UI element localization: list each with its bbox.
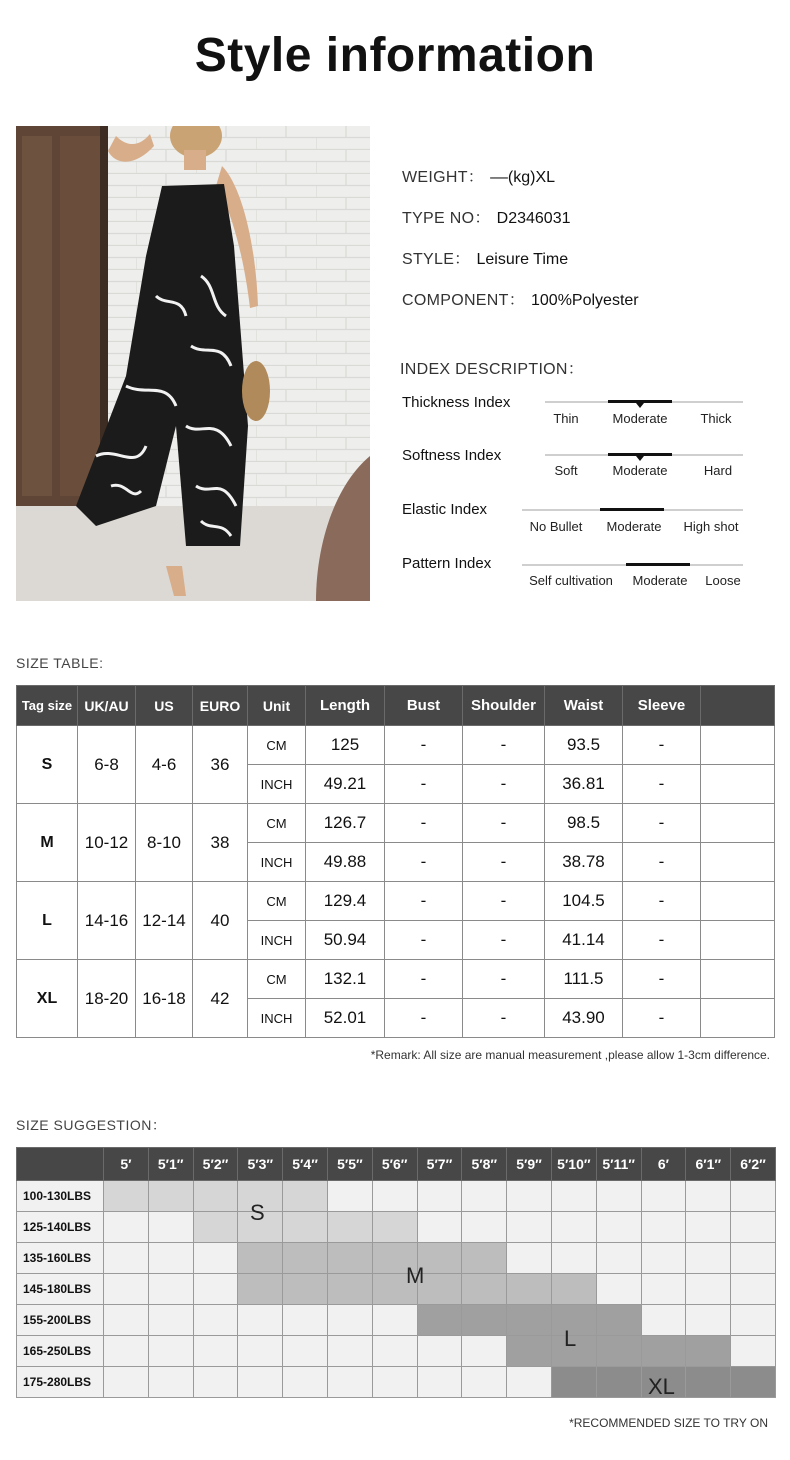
empty-cell	[417, 1212, 462, 1243]
empty-cell	[417, 1336, 462, 1367]
size-zone-cell-s	[193, 1212, 238, 1243]
zone-label-s: S	[250, 1200, 265, 1225]
size-zone-cell-s	[104, 1181, 149, 1212]
weight-value: ––(kg)XL	[490, 169, 556, 186]
bust-cell: -	[385, 843, 463, 882]
unit-cell: INCH	[248, 999, 306, 1038]
waist-cell: 38.78	[545, 843, 623, 882]
empty-cell	[462, 1367, 507, 1398]
header-shoulder: Shoulder	[463, 686, 545, 726]
empty-cell	[686, 1243, 731, 1274]
empty-cell	[372, 1336, 417, 1367]
size-zone-cell-m	[283, 1243, 328, 1274]
height-header: 5′11″	[596, 1148, 641, 1181]
size-zone-cell-l	[417, 1305, 462, 1336]
empty-cell	[731, 1181, 776, 1212]
empty-cell	[372, 1181, 417, 1212]
bust-cell: -	[385, 804, 463, 843]
elastic-option-high: High shot	[683, 519, 739, 534]
length-cell: 50.94	[306, 921, 385, 960]
page-title: Style information	[194, 29, 596, 82]
size-table	[16, 685, 775, 1038]
shoulder-cell: -	[463, 960, 545, 999]
empty-cell	[462, 1212, 507, 1243]
header-length: Length	[306, 686, 385, 726]
elastic-index-label: Elastic Index	[402, 501, 488, 518]
style-spec	[402, 246, 568, 269]
weight-row	[17, 1274, 776, 1305]
elastic-option-low: No Bullet	[529, 519, 583, 534]
style-label: STYLE：	[402, 251, 471, 268]
empty-cell	[551, 1212, 596, 1243]
height-header: 5′3″	[238, 1148, 283, 1181]
empty-cell	[238, 1305, 283, 1336]
height-header: 5′6″	[372, 1148, 417, 1181]
thickness-option-high: Thick	[700, 411, 732, 426]
zone-label-m: M	[406, 1263, 425, 1288]
us-cell: 4-6	[136, 726, 193, 804]
empty-cell	[641, 1274, 686, 1305]
empty-cell	[283, 1305, 328, 1336]
thickness-index-label: Thickness Index	[402, 394, 511, 411]
empty-cell	[596, 1181, 641, 1212]
unit-cell: CM	[248, 960, 306, 999]
empty-cell	[148, 1305, 193, 1336]
empty-cell	[686, 1305, 731, 1336]
empty-cell	[104, 1212, 149, 1243]
empty-cell	[507, 1367, 552, 1398]
empty-cell	[417, 1181, 462, 1212]
index-description-heading: INDEX DESCRIPTION：	[400, 361, 585, 378]
size-zone-cell-s	[193, 1181, 238, 1212]
bust-cell: -	[385, 999, 463, 1038]
sleeve-cell: -	[623, 726, 701, 765]
euro-cell: 42	[193, 960, 248, 1038]
header-tag-size: Tag size	[17, 686, 78, 726]
height-header: 5′1″	[148, 1148, 193, 1181]
empty-cell	[731, 1243, 776, 1274]
height-header: 5′2″	[193, 1148, 238, 1181]
header-waist: Waist	[545, 686, 623, 726]
blank-cell	[701, 726, 775, 765]
empty-cell	[148, 1212, 193, 1243]
empty-cell	[462, 1336, 507, 1367]
empty-cell	[148, 1274, 193, 1305]
weight-label: 145-180LBS	[17, 1274, 104, 1305]
empty-cell	[686, 1212, 731, 1243]
length-cell: 132.1	[306, 960, 385, 999]
blank-cell	[701, 921, 775, 960]
weight-label: 165-250LBS	[17, 1336, 104, 1367]
size-zone-cell-xl	[686, 1367, 731, 1398]
uk-au-cell: 14-16	[78, 882, 136, 960]
header-euro: EURO	[193, 686, 248, 726]
height-header: 5′8″	[462, 1148, 507, 1181]
size-zone-cell-xl	[731, 1367, 776, 1398]
height-header: 5′	[104, 1148, 149, 1181]
table-row	[17, 960, 775, 999]
sleeve-cell: -	[623, 882, 701, 921]
table-row	[17, 726, 775, 765]
recommend-note: *RECOMMENDED SIZE TO TRY ON	[569, 1416, 768, 1430]
height-header: 5′5″	[327, 1148, 372, 1181]
unit-cell: CM	[248, 882, 306, 921]
waist-cell: 93.5	[545, 726, 623, 765]
empty-cell	[193, 1367, 238, 1398]
bust-cell: -	[385, 726, 463, 765]
waist-cell: 98.5	[545, 804, 623, 843]
bust-cell: -	[385, 921, 463, 960]
type-no-label: TYPE NO：	[402, 210, 491, 227]
uk-au-cell: 10-12	[78, 804, 136, 882]
height-header: 5′4″	[283, 1148, 328, 1181]
sleeve-cell: -	[623, 999, 701, 1038]
empty-cell	[507, 1212, 552, 1243]
empty-cell	[104, 1367, 149, 1398]
empty-cell	[641, 1212, 686, 1243]
pattern-option-low: Self cultivation	[529, 573, 613, 588]
empty-cell	[686, 1181, 731, 1212]
bust-cell: -	[385, 765, 463, 804]
unit-cell: INCH	[248, 843, 306, 882]
empty-cell	[507, 1181, 552, 1212]
header-sleeve: Sleeve	[623, 686, 701, 726]
blank-cell	[701, 765, 775, 804]
weight-row	[17, 1336, 776, 1367]
elastic-option-mid: Moderate	[606, 519, 662, 534]
weight-row	[17, 1181, 776, 1212]
unit-cell: INCH	[248, 765, 306, 804]
length-cell: 125	[306, 726, 385, 765]
empty-cell	[731, 1212, 776, 1243]
weight-label: 125-140LBS	[17, 1212, 104, 1243]
shoulder-cell: -	[463, 843, 545, 882]
thickness-option-mid: Moderate	[612, 411, 668, 426]
sleeve-cell: -	[623, 765, 701, 804]
empty-cell	[551, 1181, 596, 1212]
elastic-index-marker	[600, 508, 664, 511]
empty-cell	[238, 1367, 283, 1398]
height-header: 6′1″	[686, 1148, 731, 1181]
uk-au-cell: 6-8	[78, 726, 136, 804]
component-label: COMPONENT：	[402, 292, 525, 309]
size-suggestion-heading: SIZE SUGGESTION：	[16, 1117, 167, 1133]
pattern-option-high: Loose	[705, 573, 741, 588]
measurement-remark: *Remark: All size are manual measurement ,please allow 1-3cm difference.	[370, 1048, 770, 1062]
size-zone-cell-s	[372, 1212, 417, 1243]
empty-cell	[641, 1181, 686, 1212]
empty-cell	[731, 1305, 776, 1336]
empty-cell	[686, 1274, 731, 1305]
waist-cell: 41.14	[545, 921, 623, 960]
empty-cell	[372, 1367, 417, 1398]
softness-index-label: Softness Index	[402, 447, 502, 464]
pattern-option-mid: Moderate	[632, 573, 688, 588]
component-value: 100%Polyester	[531, 292, 639, 309]
size-zone-cell-m	[507, 1274, 552, 1305]
length-cell: 49.21	[306, 765, 385, 804]
shoulder-cell: -	[463, 921, 545, 960]
sleeve-cell: -	[623, 921, 701, 960]
softness-option-high: Hard	[703, 463, 733, 478]
empty-cell	[551, 1243, 596, 1274]
type-no-value: D2346031	[496, 210, 571, 227]
size-table-heading: SIZE TABLE:	[16, 655, 104, 671]
weight-spec	[402, 164, 555, 187]
weight-label: WEIGHT：	[402, 169, 485, 186]
thickness-option-low: Thin	[553, 411, 579, 426]
empty-cell	[283, 1367, 328, 1398]
shoulder-cell: -	[463, 804, 545, 843]
component-spec	[402, 287, 639, 310]
waist-cell: 104.5	[545, 882, 623, 921]
length-cell: 126.7	[306, 804, 385, 843]
empty-cell	[238, 1336, 283, 1367]
euro-cell: 36	[193, 726, 248, 804]
model-in-jumpsuit-image	[16, 126, 370, 601]
empty-cell	[104, 1274, 149, 1305]
softness-option-low: Soft	[554, 463, 578, 478]
size-zone-cell-m	[238, 1243, 283, 1274]
unit-cell: CM	[248, 726, 306, 765]
size-cell: S	[17, 726, 78, 804]
empty-cell	[596, 1243, 641, 1274]
size-zone-cell-l	[641, 1336, 686, 1367]
empty-cell	[327, 1336, 372, 1367]
softness-index-pointer	[636, 456, 644, 461]
size-zone-cell-xl	[551, 1367, 596, 1398]
uk-au-cell: 18-20	[78, 960, 136, 1038]
empty-cell	[641, 1243, 686, 1274]
zone-label-xl: XL	[648, 1374, 675, 1399]
empty-cell	[327, 1367, 372, 1398]
size-zone-cell-xl	[596, 1367, 641, 1398]
size-zone-cell-l	[596, 1305, 641, 1336]
height-header: 6′2″	[731, 1148, 776, 1181]
header-us: US	[136, 686, 193, 726]
size-table-header-row	[17, 686, 775, 726]
unit-cell: INCH	[248, 921, 306, 960]
blank-cell	[701, 843, 775, 882]
length-cell: 52.01	[306, 999, 385, 1038]
size-zone-cell-m	[327, 1243, 372, 1274]
empty-cell	[327, 1181, 372, 1212]
type-no-spec	[402, 205, 570, 228]
header-bust: Bust	[385, 686, 463, 726]
blank-cell	[701, 960, 775, 999]
style-value: Leisure Time	[476, 251, 569, 268]
size-zone-cell-l	[462, 1305, 507, 1336]
weight-label: 155-200LBS	[17, 1305, 104, 1336]
bust-cell: -	[385, 882, 463, 921]
waist-cell: 36.81	[545, 765, 623, 804]
sleeve-cell: -	[623, 804, 701, 843]
size-zone-cell-m	[551, 1274, 596, 1305]
size-zone-cell-l	[507, 1336, 552, 1367]
empty-cell	[193, 1243, 238, 1274]
empty-cell	[104, 1305, 149, 1336]
size-zone-cell-m	[327, 1274, 372, 1305]
header-blank	[701, 686, 775, 726]
empty-cell	[731, 1274, 776, 1305]
weight-row	[17, 1212, 776, 1243]
shoulder-cell: -	[463, 882, 545, 921]
size-zone-cell-s	[327, 1212, 372, 1243]
size-zone-cell-m	[462, 1274, 507, 1305]
size-zone-cell-m	[283, 1274, 328, 1305]
empty-cell	[462, 1181, 507, 1212]
empty-cell	[283, 1336, 328, 1367]
euro-cell: 40	[193, 882, 248, 960]
weight-row	[17, 1305, 776, 1336]
empty-cell	[104, 1336, 149, 1367]
shoulder-cell: -	[463, 999, 545, 1038]
header-uk-au: UK/AU	[78, 686, 136, 726]
size-zone-cell-l	[507, 1305, 552, 1336]
height-header: 6′	[641, 1148, 686, 1181]
height-header: 5′9″	[507, 1148, 552, 1181]
shoulder-cell: -	[463, 726, 545, 765]
thickness-index-pointer	[636, 403, 644, 408]
size-zone-cell-l	[596, 1336, 641, 1367]
empty-cell	[641, 1305, 686, 1336]
header-unit: Unit	[248, 686, 306, 726]
weight-label: 175-280LBS	[17, 1367, 104, 1398]
size-cell: XL	[17, 960, 78, 1038]
euro-cell: 38	[193, 804, 248, 882]
corner-cell	[17, 1148, 104, 1181]
product-photo	[16, 126, 370, 601]
weight-label: 100-130LBS	[17, 1181, 104, 1212]
empty-cell	[372, 1305, 417, 1336]
us-cell: 12-14	[136, 882, 193, 960]
empty-cell	[596, 1212, 641, 1243]
empty-cell	[193, 1274, 238, 1305]
size-suggestion-table	[16, 1147, 776, 1398]
empty-cell	[731, 1336, 776, 1367]
zone-label-l: L	[564, 1326, 577, 1351]
empty-cell	[193, 1305, 238, 1336]
length-cell: 129.4	[306, 882, 385, 921]
empty-cell	[104, 1243, 149, 1274]
blank-cell	[701, 804, 775, 843]
sleeve-cell: -	[623, 843, 701, 882]
height-header: 5′10″	[551, 1148, 596, 1181]
bust-cell: -	[385, 960, 463, 999]
size-zone-cell-s	[283, 1212, 328, 1243]
pattern-index-marker	[626, 563, 690, 566]
height-header-row	[17, 1148, 776, 1181]
waist-cell: 43.90	[545, 999, 623, 1038]
waist-cell: 111.5	[545, 960, 623, 999]
empty-cell	[148, 1367, 193, 1398]
empty-cell	[507, 1243, 552, 1274]
weight-label: 135-160LBS	[17, 1243, 104, 1274]
table-row	[17, 882, 775, 921]
size-zone-cell-m	[238, 1274, 283, 1305]
length-cell: 49.88	[306, 843, 385, 882]
us-cell: 16-18	[136, 960, 193, 1038]
size-zone-cell-l	[686, 1336, 731, 1367]
empty-cell	[327, 1305, 372, 1336]
shoulder-cell: -	[463, 765, 545, 804]
blank-cell	[701, 999, 775, 1038]
empty-cell	[148, 1243, 193, 1274]
empty-cell	[417, 1367, 462, 1398]
empty-cell	[193, 1336, 238, 1367]
weight-row	[17, 1243, 776, 1274]
us-cell: 8-10	[136, 804, 193, 882]
height-header: 5′7″	[417, 1148, 462, 1181]
softness-option-mid: Moderate	[612, 463, 668, 478]
blank-cell	[701, 882, 775, 921]
size-zone-cell-m	[462, 1243, 507, 1274]
size-cell: M	[17, 804, 78, 882]
size-cell: L	[17, 882, 78, 960]
pattern-index-label: Pattern Index	[402, 555, 492, 572]
table-row	[17, 804, 775, 843]
size-zone-cell-s	[283, 1181, 328, 1212]
sleeve-cell: -	[623, 960, 701, 999]
size-zone-cell-s	[148, 1181, 193, 1212]
empty-cell	[148, 1336, 193, 1367]
empty-cell	[596, 1274, 641, 1305]
unit-cell: CM	[248, 804, 306, 843]
